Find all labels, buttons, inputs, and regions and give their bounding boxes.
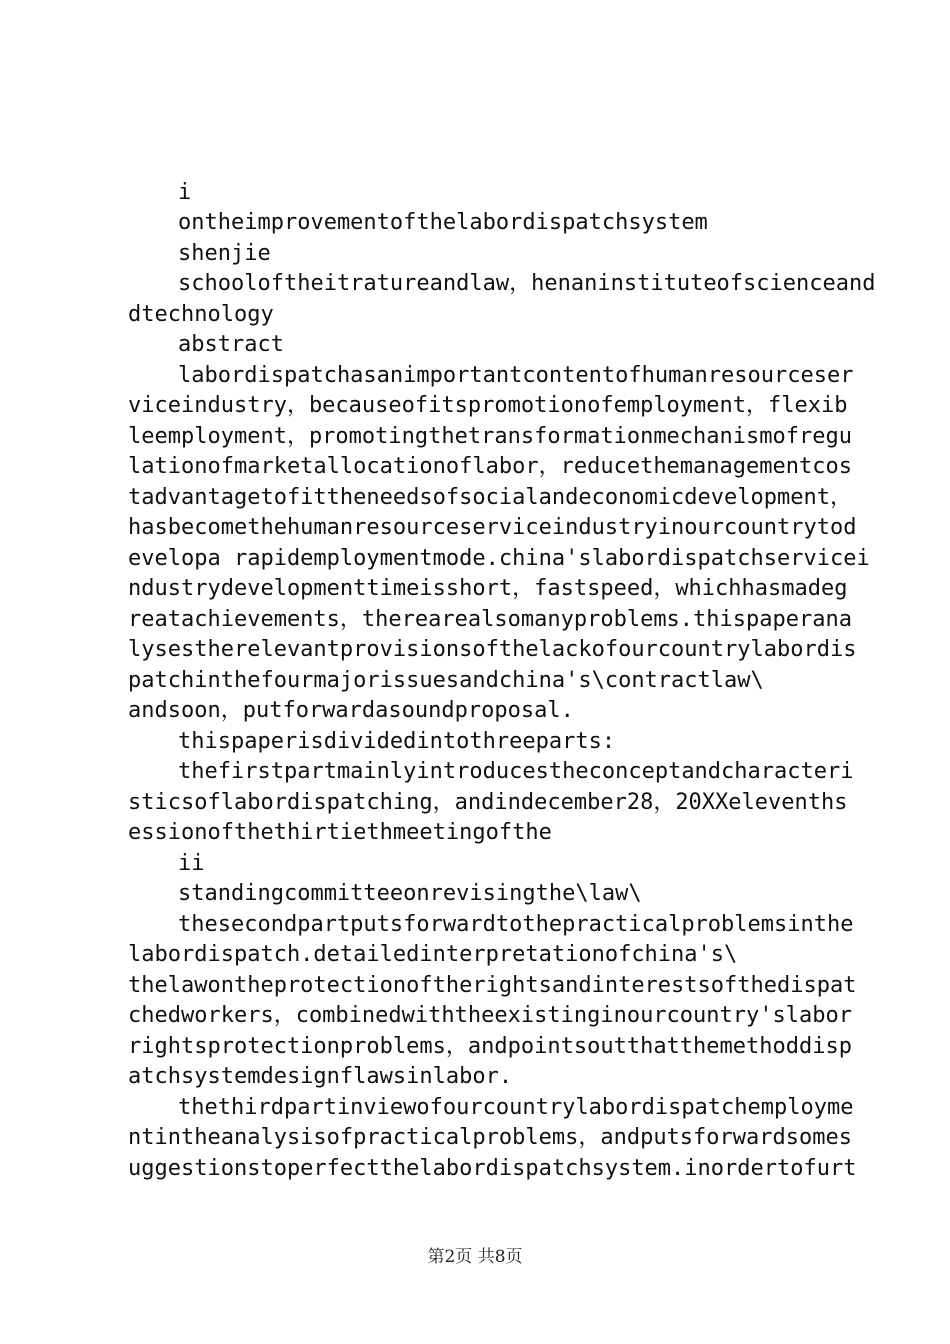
- abstract-line: ndustrydevelopmenttimeisshort，fastspeed，whichhasmadeg: [128, 576, 848, 601]
- part-one-line: thefirstpartmainlyintroducestheconceptandcharacteri: [178, 759, 854, 784]
- abstract-line: leemployment，promotingthetransformationmechanismofregu: [128, 424, 852, 449]
- affiliation-line: dtechnology: [128, 302, 274, 327]
- part-two-line: thesecondpartputsforwardtothepracticalproblemsinthe: [178, 912, 854, 937]
- part-one-line: sticsoflabordispatching，andindecember28，20XXelevenths: [128, 790, 848, 815]
- abstract-line: tadvantagetofittheneedsofsocialandeconomicdevelopment，: [128, 485, 852, 510]
- roman-numeral-i: i: [178, 180, 192, 205]
- abstract-line: labordispatchasanimportantcontentofhumanresourceser: [178, 363, 854, 388]
- abstract-line: reatachievements，therearealsomanyproblems.thispaperana: [128, 607, 852, 632]
- part-three-line: ntintheanalysisofpracticalproblems，andputsforwardsomes: [128, 1125, 852, 1150]
- abstract-line: viceindustry，becauseofitspromotionofemployment，flexib: [128, 393, 848, 418]
- part-one-line: standingcommitteeonrevisingthe\law\: [178, 881, 642, 906]
- affiliation-line: schooloftheitratureandlaw，henaninstituteofscienceand: [178, 271, 876, 296]
- part-two-line: atchsystemdesignflawsinlabor.: [128, 1064, 513, 1089]
- part-one-line: essionofthethirtiethmeetingofthe: [128, 820, 552, 845]
- abstract-heading: abstract: [178, 332, 284, 357]
- part-two-line: chedworkers，combinedwiththeexistinginourcountry'slabor: [128, 1003, 852, 1028]
- author-name: shenjie: [178, 241, 271, 266]
- abstract-line: evelopa rapidemploymentmode.china'slabordispatchservicei: [128, 546, 870, 571]
- parts-intro-line: thispaperisdividedintothreeparts:: [178, 729, 616, 754]
- abstract-line: lysestherelevantprovisionsofthelackofourcountrylabordis: [128, 637, 857, 662]
- page-number-footer: 第2页 共8页: [427, 1247, 523, 1267]
- abstract-line: andsoon，putforwardasoundproposal.: [128, 698, 574, 723]
- part-three-line: thethirdpartinviewofourcountrylabordispatchemployme: [178, 1095, 854, 1120]
- roman-numeral-ii: ii: [178, 851, 205, 876]
- english-title: ontheimprovementofthelabordispatchsystem: [178, 210, 708, 235]
- part-two-line: rightsprotectionproblems，andpointsoutthatthemethoddisp: [128, 1034, 852, 1059]
- part-two-line: labordispatch.detailedinterpretationofchina's\: [128, 942, 738, 967]
- part-two-line: thelawontheprotectionoftherightsandinterestsofthedispat: [128, 973, 857, 998]
- abstract-line: lationofmarketallocationoflabor，reducethemanagementcos: [128, 454, 852, 479]
- abstract-line: patchinthefourmajorissuesandchina's\contractlaw\: [128, 668, 764, 693]
- part-three-line: uggestionstoperfectthelabordispatchsystem.inordertofurt: [128, 1156, 857, 1181]
- abstract-line: hasbecomethehumanresourceserviceindustryinourcountrytod: [128, 515, 857, 540]
